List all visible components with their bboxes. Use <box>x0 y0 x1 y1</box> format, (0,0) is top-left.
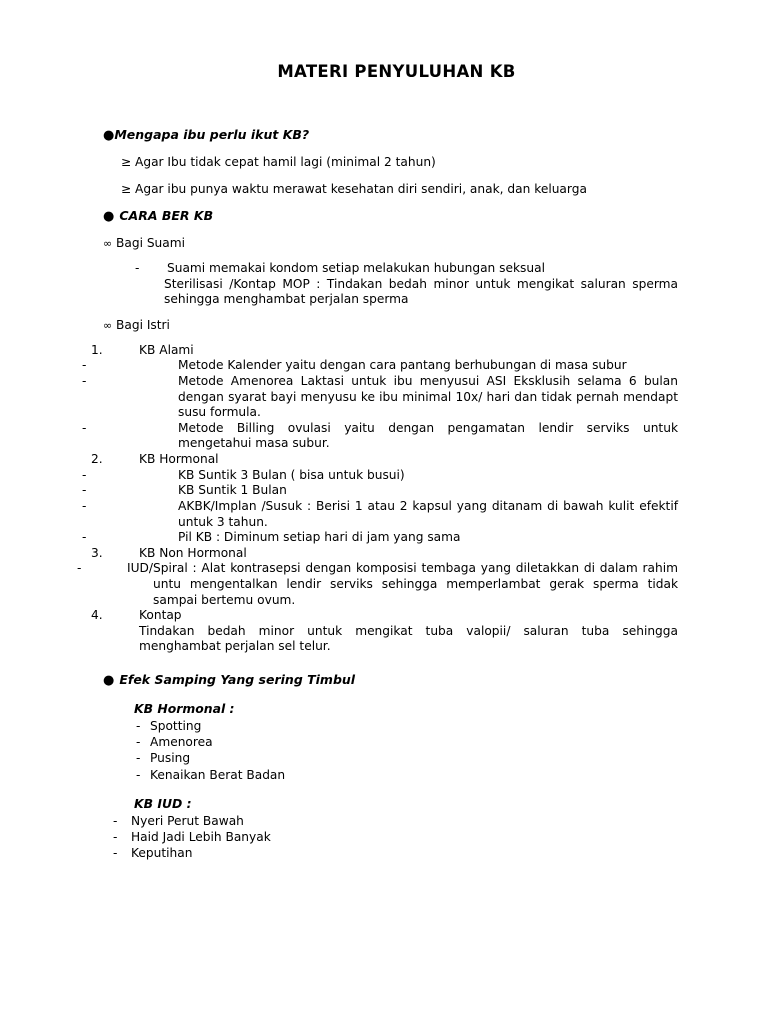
dash-marker-icon: - <box>136 751 141 766</box>
heading-cara-label: CARA BER KB <box>119 208 214 224</box>
list-number: 4. <box>91 608 103 623</box>
list-item <box>103 734 678 750</box>
list-item-title: KB Non Hormonal <box>139 545 247 560</box>
efek-iud-list <box>103 813 678 862</box>
subheading-bagi-istri <box>103 317 678 334</box>
list-number: 3. <box>91 545 103 560</box>
kb-hormonal-sub-2-text: KB Suntik 1 Bulan <box>178 483 287 498</box>
suami-line-2-text: Sterilisasi /Kontap MOP : Tindakan bedah minor untuk mengikat saluran sperma sehingga menghambat perjalan sperma <box>164 276 678 307</box>
document-body <box>77 62 678 862</box>
bullet-dot-icon: ● <box>103 128 115 143</box>
efek-iud-item-1: Nyeri Perut Bawah <box>131 813 244 828</box>
heading-cara-ber-kb <box>103 208 678 224</box>
ge-marker-icon: ≥ <box>121 182 132 197</box>
list-item <box>103 718 678 734</box>
list-item <box>103 845 678 861</box>
kb-alami-sub-3 <box>82 420 678 452</box>
why-point-1-text: Agar Ibu tidak cepat hamil lagi (minimal 2 tahun) <box>135 155 436 169</box>
kb-hormonal-sub-3 <box>82 498 678 530</box>
list-number: 1. <box>91 342 103 357</box>
list-item <box>103 829 678 845</box>
list-item-title: KB Hormonal <box>139 452 219 467</box>
kontap-description: Tindakan bedah minor untuk mengikat tuba valopii/ saluran tuba sehingga menghambat perjalan sel telur. <box>139 623 678 654</box>
suami-line-1 <box>127 261 678 277</box>
dash-marker-icon: - <box>136 718 141 733</box>
efek-hormonal-list <box>103 718 678 783</box>
infinity-marker-icon: ∞ <box>103 319 113 333</box>
dash-marker-icon: - <box>113 813 118 828</box>
list-number: 2. <box>91 452 103 467</box>
kb-hormonal-sub-4-text: Pil KB : Diminum setiap hari di jam yang sama <box>178 530 461 545</box>
infinity-marker-icon: ∞ <box>103 237 113 251</box>
kb-hormonal-sub-3-text: AKBK/Implan /Susuk : Berisi 1 atau 2 kapsul yang ditanam di bawah kulit efektif untuk 3 tahun. <box>178 498 678 529</box>
page-title: MATERI PENYULUHAN KB <box>277 62 516 81</box>
list-item-kb-hormonal <box>91 452 678 468</box>
dash-marker-icon: - <box>82 530 87 545</box>
dash-marker-icon: - <box>82 358 87 373</box>
list-item <box>103 750 678 766</box>
kb-hormonal-sub-1-text: KB Suntik 3 Bulan ( bisa untuk busui) <box>178 467 405 482</box>
why-point-2 <box>103 181 678 197</box>
suami-line-2 <box>127 277 678 309</box>
kb-non-hormonal-iud <box>77 561 678 608</box>
list-item <box>103 813 678 829</box>
efek-hormonal-item-3: Pusing <box>150 751 191 766</box>
kb-hormonal-sub-4 <box>82 530 678 546</box>
efek-group-title-hormonal: KB Hormonal : <box>134 700 235 716</box>
kb-alami-sub-3-text: Metode Billing ovulasi yaitu dengan pengamatan lendir serviks untuk mengetahui masa subur. <box>178 420 678 451</box>
subheading-bagi-suami <box>103 235 678 252</box>
dash-marker-icon: - <box>136 767 141 782</box>
ge-marker-icon: ≥ <box>121 155 132 169</box>
bagi-suami-label: Bagi Suami <box>116 236 186 251</box>
dash-marker-icon: - <box>77 561 82 576</box>
heading-mengapa-label: Mengapa ibu perlu ikut KB? <box>114 127 310 142</box>
list-item-kontap <box>91 608 678 624</box>
suami-line-1-text: Suami memakai kondom setiap melakukan hubungan seksual <box>167 260 545 275</box>
list-item-title: KB Alami <box>139 342 194 357</box>
bullet-dot-icon: ● <box>103 672 115 688</box>
kb-hormonal-sub-2 <box>82 483 678 499</box>
dash-marker-icon: - <box>82 498 87 513</box>
kb-alami-sub-1-text: Metode Kalender yaitu dengan cara pantang berhubungan di masa subur <box>178 358 627 373</box>
dash-marker-icon: - <box>135 260 140 275</box>
dash-marker-icon: - <box>113 846 118 861</box>
list-item-kb-alami <box>91 342 678 359</box>
heading-efek-label: Efek Samping Yang sering Timbul <box>119 671 356 687</box>
heading-mengapa-ibu-perlu-ikut-kb <box>103 127 678 143</box>
list-item <box>103 767 678 783</box>
istri-method-list <box>77 342 678 655</box>
dash-marker-icon: - <box>82 467 87 482</box>
bagi-istri-label: Bagi Istri <box>116 318 170 333</box>
dash-marker-icon: - <box>82 483 87 498</box>
why-point-2-text: Agar ibu punya waktu merawat kesehatan diri sendiri, anak, dan keluarga <box>135 182 587 197</box>
kb-alami-sub-1 <box>82 358 678 374</box>
bullet-dot-icon: ● <box>103 209 115 225</box>
efek-hormonal-item-1: Spotting <box>150 718 202 733</box>
efek-group-title-iud: KB IUD : <box>134 795 192 811</box>
kb-alami-sub-2 <box>82 374 678 421</box>
group-spacer <box>103 783 678 796</box>
efek-hormonal-item-4: Kenaikan Berat Badan <box>150 767 286 782</box>
list-item-kb-non-hormonal <box>91 545 678 562</box>
why-point-1 <box>103 154 678 170</box>
dash-marker-icon: - <box>82 420 87 435</box>
list-item-title: Kontap <box>139 608 182 623</box>
efek-iud-item-2: Haid Jadi Lebih Banyak <box>131 830 271 845</box>
heading-efek-samping <box>103 672 678 688</box>
kb-hormonal-sub-1 <box>82 467 678 484</box>
kb-alami-sub-2-text: Metode Amenorea Laktasi untuk ibu menyusui ASI Eksklusih selama 6 bulan dengan syarat bayi menyusu ke ibu minimal 10x/ hari dan tidak pernah mendapt susu formula. <box>178 374 678 420</box>
dash-marker-icon: - <box>82 374 87 389</box>
efek-iud-item-3: Keputihan <box>131 846 193 861</box>
efek-hormonal-item-2: Amenorea <box>150 735 213 750</box>
dash-marker-icon: - <box>136 735 141 750</box>
kb-non-hormonal-iud-text: IUD/Spiral : Alat kontrasepsi dengan komposisi tembaga yang diletakkan di dalam rahim untu mengentalkan lendir serviks sehingga memperlambat gerak sperma tidak sampai bertemu ovum. <box>127 561 678 607</box>
dash-marker-icon: - <box>113 830 118 845</box>
suami-detail-block <box>103 261 678 309</box>
